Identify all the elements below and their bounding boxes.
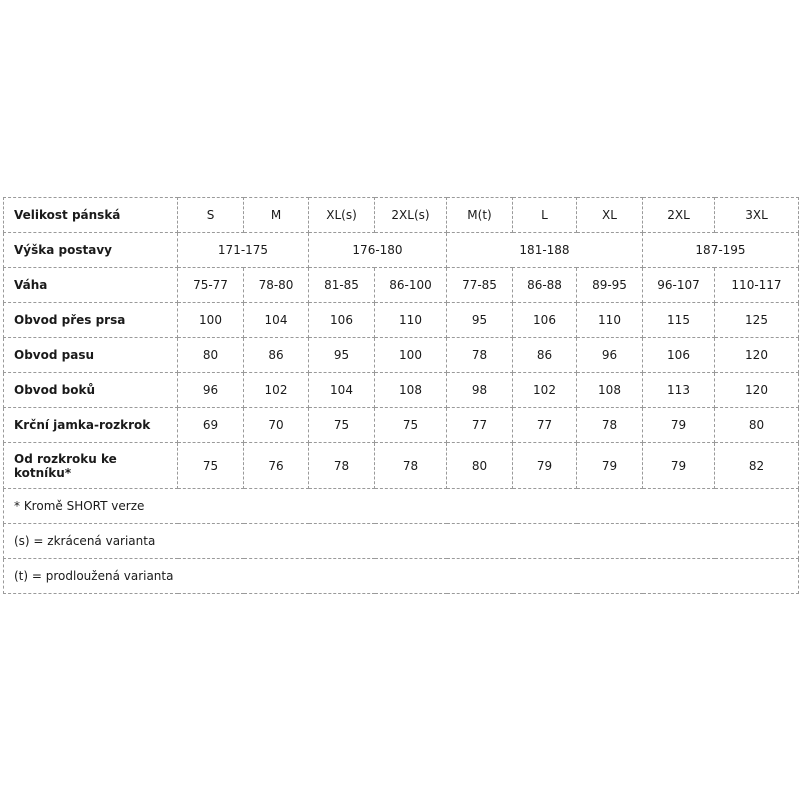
value-cell: 95 [309, 338, 375, 373]
value-cell: 102 [513, 373, 577, 408]
value-cell: 79 [643, 408, 715, 443]
value-cell: 77 [513, 408, 577, 443]
value-cell: 100 [375, 338, 447, 373]
value-cell: 78 [309, 443, 375, 489]
value-cell: 86-100 [375, 268, 447, 303]
value-cell: 96 [178, 373, 244, 408]
value-cell: 86 [244, 338, 309, 373]
footnote: * Kromě SHORT verze [4, 489, 799, 524]
size-table [3, 197, 799, 594]
value-cell: 120 [715, 338, 799, 373]
value-cell: 79 [513, 443, 577, 489]
value-cell: 110 [375, 303, 447, 338]
value-cell: 104 [244, 303, 309, 338]
value-cell: 81-85 [309, 268, 375, 303]
value-cell: 78-80 [244, 268, 309, 303]
value-cell: 76 [244, 443, 309, 489]
value-cell: 120 [715, 373, 799, 408]
value-cell: 102 [244, 373, 309, 408]
value-cell: 75 [178, 443, 244, 489]
table-row [4, 268, 799, 303]
value-cell: 75 [375, 408, 447, 443]
value-cell: 125 [715, 303, 799, 338]
size-cell: XL(s) [309, 198, 375, 233]
table-row [4, 373, 799, 408]
value-cell: 110 [577, 303, 643, 338]
size-cell: 3XL [715, 198, 799, 233]
table-row [4, 408, 799, 443]
value-cell: 86 [513, 338, 577, 373]
value-cell: 96-107 [643, 268, 715, 303]
row-label: Od rozkroku ke kotníku* [4, 443, 178, 489]
header-label: Velikost pánská [4, 198, 178, 233]
row-label: Váha [4, 268, 178, 303]
table-row [4, 303, 799, 338]
row-label: Výška postavy [4, 233, 178, 268]
value-cell: 75-77 [178, 268, 244, 303]
size-cell: L [513, 198, 577, 233]
size-cell: 2XL [643, 198, 715, 233]
value-cell: 106 [309, 303, 375, 338]
size-cell: 2XL(s) [375, 198, 447, 233]
height-group-cell: 171-175 [178, 233, 309, 268]
size-cell: XL [577, 198, 643, 233]
value-cell: 108 [375, 373, 447, 408]
value-cell: 100 [178, 303, 244, 338]
size-cell: S [178, 198, 244, 233]
value-cell: 77 [447, 408, 513, 443]
height-group-cell: 181-188 [447, 233, 643, 268]
value-cell: 70 [244, 408, 309, 443]
row-label: Obvod přes prsa [4, 303, 178, 338]
row-label: Krční jamka-rozkrok [4, 408, 178, 443]
value-cell: 79 [643, 443, 715, 489]
header-row [4, 198, 799, 233]
value-cell: 86-88 [513, 268, 577, 303]
row-label: Obvod pasu [4, 338, 178, 373]
size-chart [3, 197, 798, 594]
value-cell: 98 [447, 373, 513, 408]
value-cell: 113 [643, 373, 715, 408]
value-cell: 77-85 [447, 268, 513, 303]
height-group-cell: 176-180 [309, 233, 447, 268]
note-row [4, 524, 799, 559]
height-row [4, 233, 799, 268]
value-cell: 79 [577, 443, 643, 489]
note-row [4, 489, 799, 524]
value-cell: 78 [447, 338, 513, 373]
value-cell: 115 [643, 303, 715, 338]
value-cell: 89-95 [577, 268, 643, 303]
value-cell: 95 [447, 303, 513, 338]
row-label: Obvod boků [4, 373, 178, 408]
value-cell: 69 [178, 408, 244, 443]
size-cell: M [244, 198, 309, 233]
value-cell: 104 [309, 373, 375, 408]
footnote: (t) = prodloužená varianta [4, 559, 799, 594]
value-cell: 96 [577, 338, 643, 373]
value-cell: 80 [447, 443, 513, 489]
value-cell: 78 [375, 443, 447, 489]
value-cell: 108 [577, 373, 643, 408]
value-cell: 106 [513, 303, 577, 338]
value-cell: 80 [715, 408, 799, 443]
value-cell: 106 [643, 338, 715, 373]
footnote: (s) = zkrácená varianta [4, 524, 799, 559]
value-cell: 110-117 [715, 268, 799, 303]
table-row [4, 338, 799, 373]
value-cell: 78 [577, 408, 643, 443]
table-row [4, 443, 799, 489]
value-cell: 82 [715, 443, 799, 489]
size-cell: M(t) [447, 198, 513, 233]
value-cell: 80 [178, 338, 244, 373]
height-group-cell: 187-195 [643, 233, 799, 268]
note-row [4, 559, 799, 594]
value-cell: 75 [309, 408, 375, 443]
